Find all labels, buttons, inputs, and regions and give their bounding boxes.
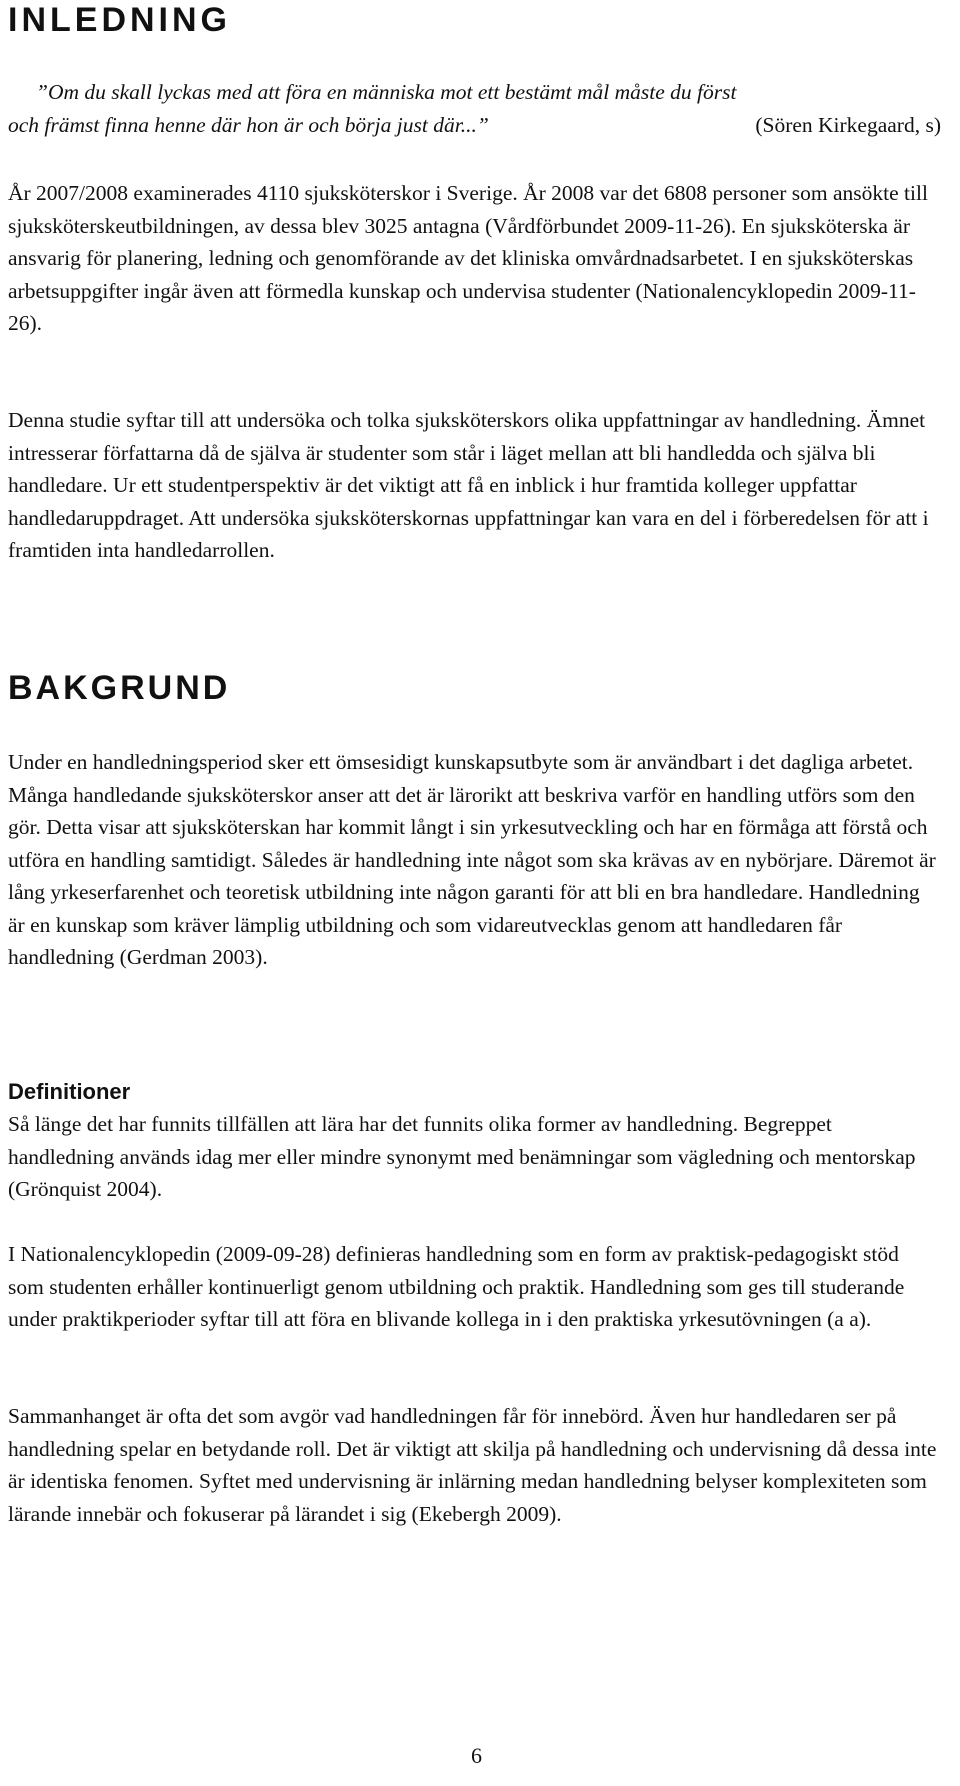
definitions-paragraph-2: I Nationalencyklopedin (2009-09-28) definieras handledning som en form av praktisk-pedagogiskt stöd som studenten erhåller kontinuerligt genom utbildning och praktik. Handledning som ges till studerande under praktikperioder syftar till att föra en blivande kollega in i den praktiska yrkesutövningen (a a). bbox=[8, 1242, 905, 1331]
quote-line-2: och främst finna henne där hon är och börja just där...” bbox=[8, 112, 489, 137]
definitions-paragraph-3: Sammanhanget är ofta det som avgör vad handledningen får för innebörd. Även hur handledaren ser på handledning spelar en betydande roll. Det är viktigt att skilja på handledning och undervisning då dessa inte är identiska fenomen. Syftet med undervisning är inlärning medan handledning belyser komplexiteten som lärande innebär och fokuserar på lärandet i sig (Ekebergh 2009). bbox=[8, 1404, 937, 1526]
definitions-paragraph-1: Så länge det har funnits tillfällen att lära har det funnits olika former av handledning. Begreppet handledning används idag mer eller mindre synonymt med benämningar som vägledning och mentorskap (Grönquist 2004). bbox=[8, 1112, 916, 1201]
background-paragraph: Under en handledningsperiod sker ett ömsesidigt kunskapsutbyte som är användbart i det dagliga arbetet. Många handledande sjuksköterskor anser att det är lärorikt att beskriva varför en handling utförs som den gör. Detta visar att sjuksköterskan har kommit långt i sin yrkesutveckling och har en förmåga att förstå och utföra en handling samtidigt. Således är handledning inte något som ska krävas av en nybörjare. Däremot är lång yrkeserfarenhet och teoretisk utbildning inte någon garanti för att bli en bra handledare. Handledning är en kunskap som kräver lämplig utbildning och som vidareutvecklas genom att handledaren får handledning (Gerdman 2003). bbox=[8, 750, 936, 969]
page-number: 6 bbox=[471, 1743, 482, 1768]
intro-paragraph-1: År 2007/2008 examinerades 4110 sjuksköterskor i Sverige. År 2008 var det 6808 personer som ansökte till sjuksköterskeutbildningen, av dessa blev 3025 antagna (Vårdförbundet 2009-11-26). En sjuksköterska är ansvarig för planering, ledning och genomförande av det kliniska omvårdnadsarbetet. I en sjuksköterskas arbetsuppgifter ingår även att förmedla kunskap och undervisa studenter (Nationalencyklopedin 2009-11-26). bbox=[8, 181, 928, 335]
epigraph-quote bbox=[8, 76, 943, 141]
section-heading-bakgrund: BAKGRUND bbox=[8, 669, 231, 707]
section-heading-inledning: INLEDNING bbox=[8, 1, 231, 39]
intro-paragraph-2: Denna studie syftar till att undersöka och tolka sjuksköterskors olika uppfattningar av handledning. Ämnet intresserar författarna då de själva är studenter som står i läget mellan att bli handledda och själva bli handledare. Ur ett studentperspektiv är det viktigt att få en inblick i hur framtida kolleger uppfattar handledaruppdraget. Att undersöka sjuksköterskornas uppfattningar kan vara en del i förberedelsen för att i framtiden inta handledarrollen. bbox=[8, 408, 929, 562]
quote-line-1: ”Om du skall lyckas med att föra en människa mot ett bestämt mål måste du först bbox=[36, 80, 737, 104]
quote-line-2-wrapper bbox=[8, 109, 943, 142]
subsection-heading-definitioner: Definitioner bbox=[8, 1079, 131, 1104]
quote-attribution: (Sören Kirkegaard, s) bbox=[755, 112, 941, 137]
